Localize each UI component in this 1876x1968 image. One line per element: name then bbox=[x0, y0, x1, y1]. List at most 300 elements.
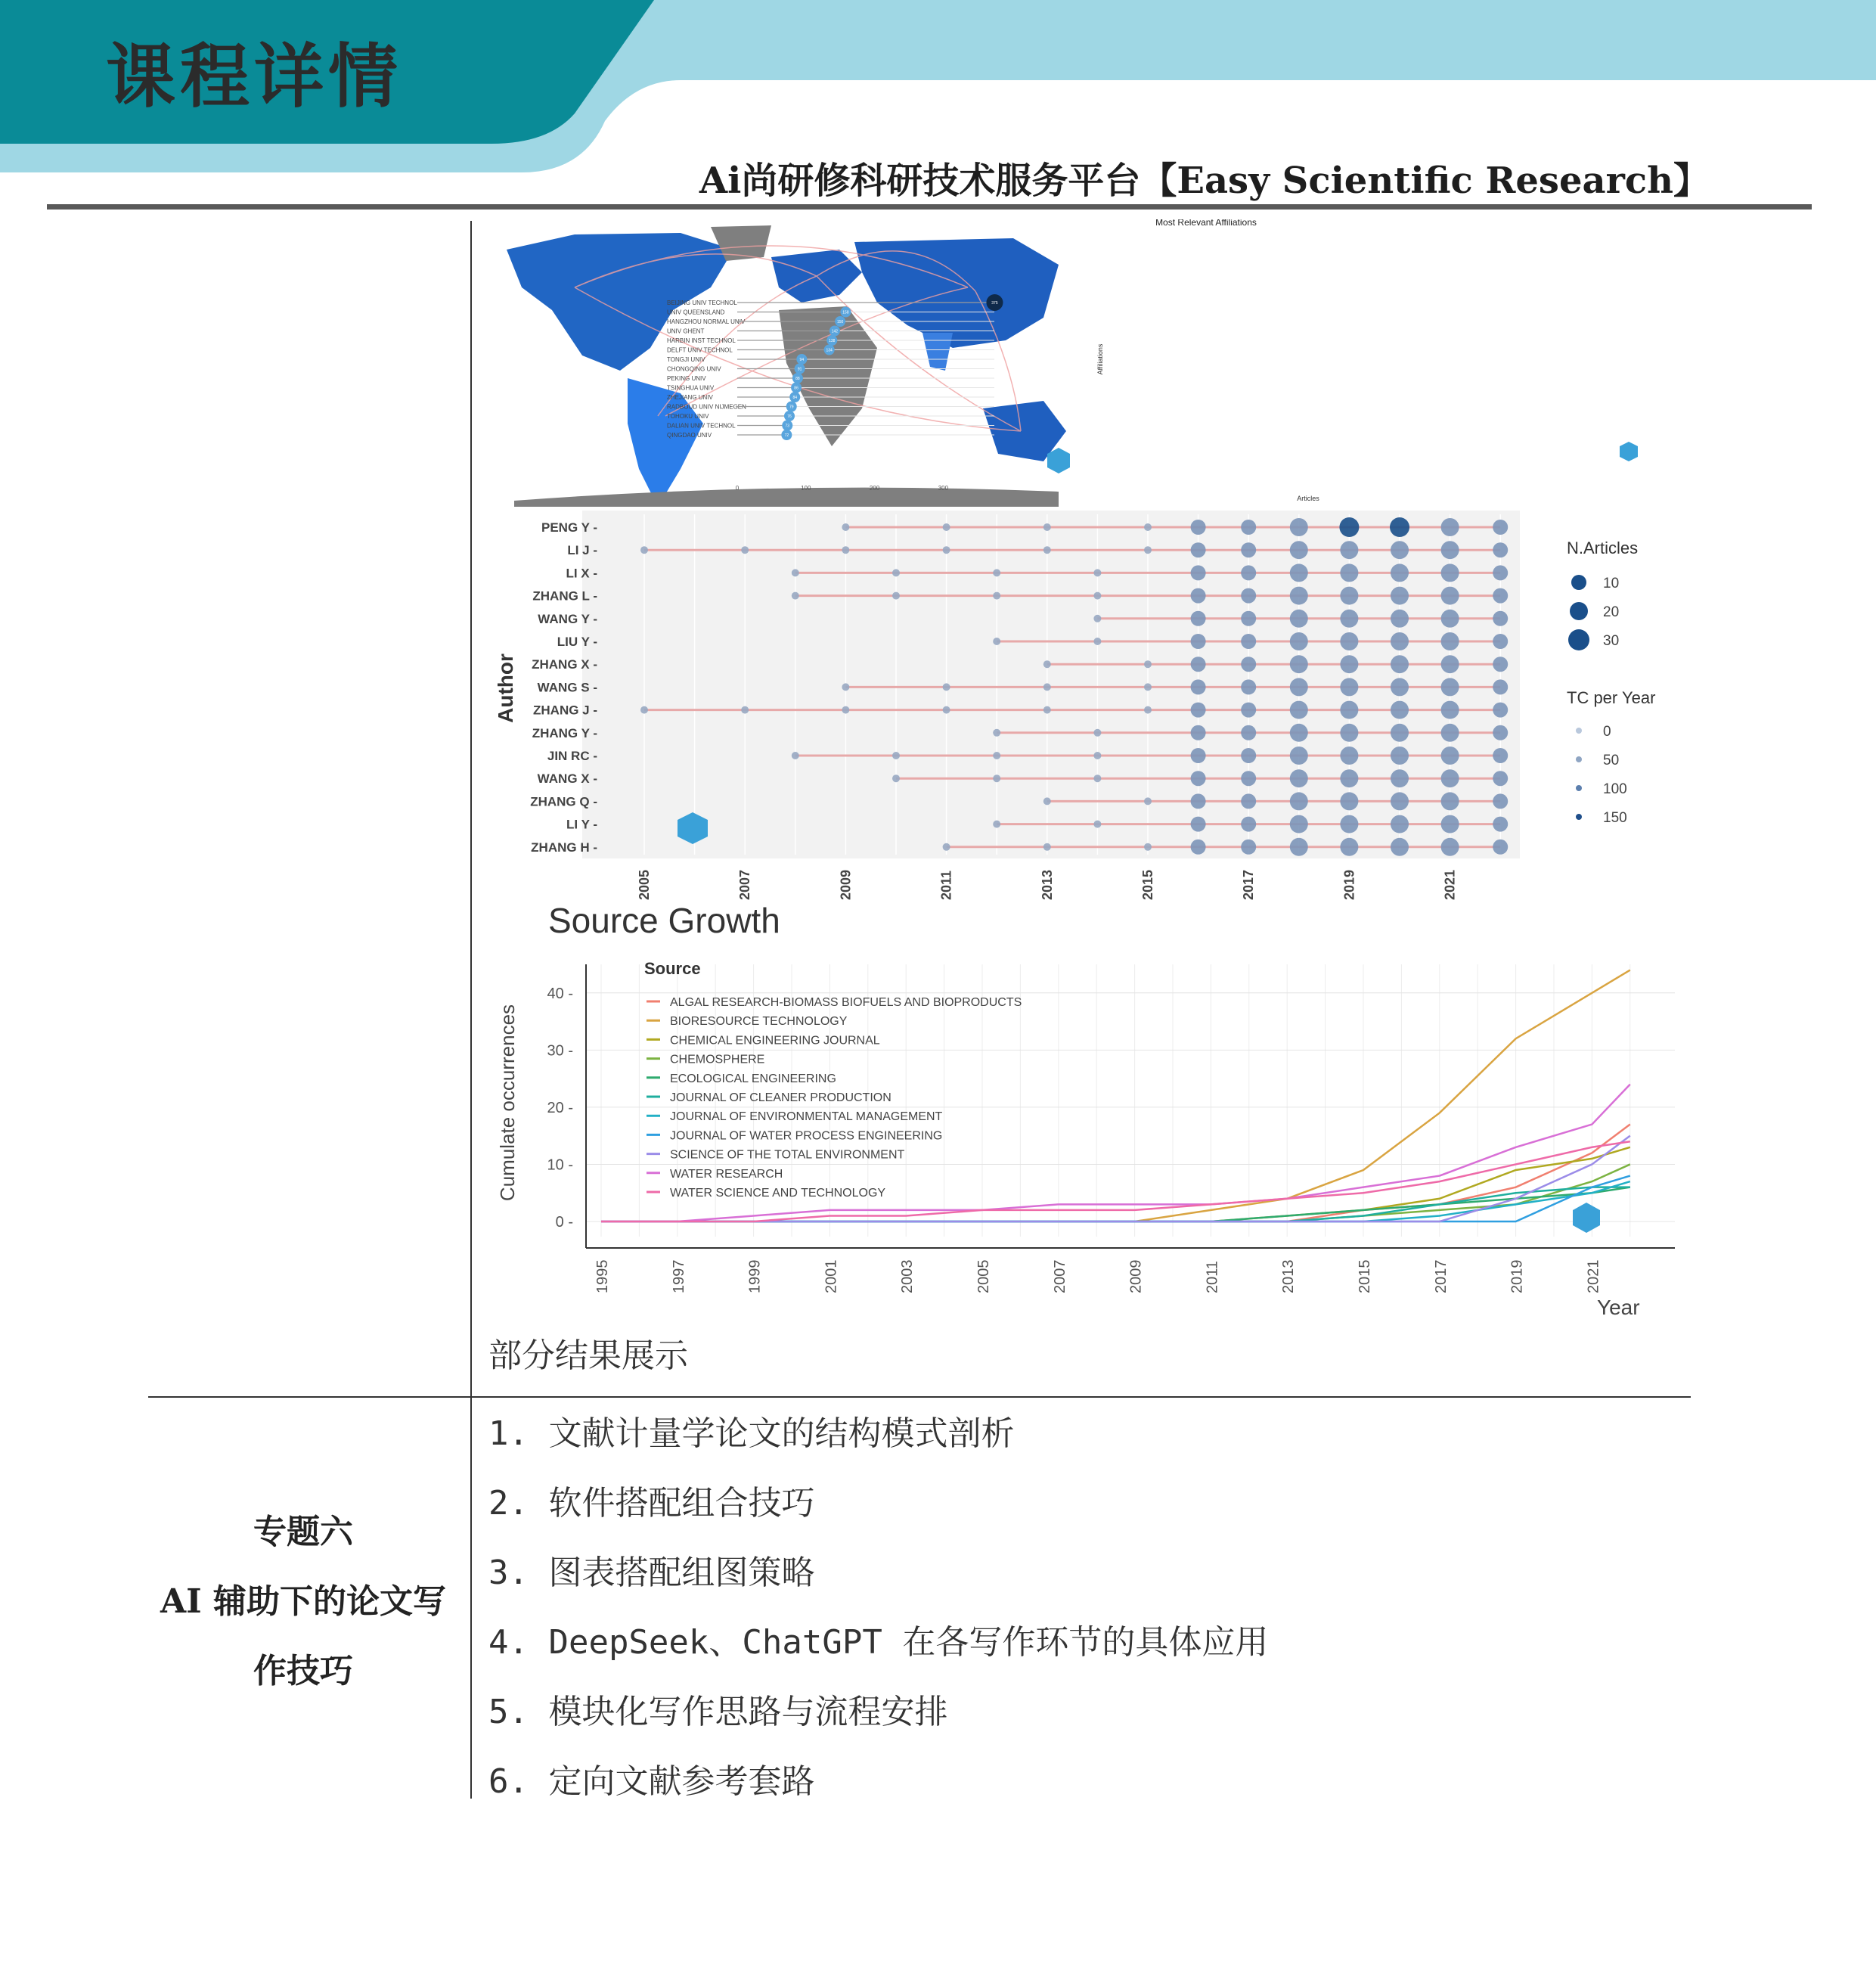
author-point bbox=[792, 569, 799, 576]
author-point bbox=[792, 592, 799, 600]
legend-articles-key bbox=[1571, 575, 1586, 590]
table-row-divider bbox=[148, 1396, 1691, 1398]
aff-title: Most Relevant Affiliations bbox=[1155, 219, 1257, 228]
aff-label: PEKING UNIV bbox=[667, 375, 706, 382]
legend-tc-title: TC per Year bbox=[1567, 688, 1656, 707]
author-point bbox=[1493, 748, 1508, 763]
auth-xtick: 2007 bbox=[737, 869, 753, 900]
sg-legend-label: SCIENCE OF THE TOTAL ENVIRONMENT bbox=[670, 1148, 905, 1162]
author-point bbox=[1290, 678, 1308, 696]
aff-value: 134 bbox=[826, 348, 833, 353]
sg-xtick: 2021 bbox=[1585, 1259, 1602, 1293]
sg-tick-group bbox=[1204, 1261, 1220, 1293]
author-point bbox=[1290, 815, 1308, 833]
auth-tick-group bbox=[1040, 870, 1055, 900]
author-label: WANG Y - bbox=[538, 611, 597, 626]
authors-production-chart bbox=[494, 511, 1655, 900]
author-point bbox=[993, 729, 1000, 737]
page-title: 课程详情 bbox=[106, 36, 403, 117]
sg-ytick: 30 - bbox=[547, 1042, 573, 1060]
results-figure bbox=[484, 219, 1694, 1324]
topic-line: 作技巧 bbox=[253, 1652, 353, 1690]
author-point bbox=[1441, 678, 1459, 696]
aff-value: 138 bbox=[829, 339, 836, 343]
author-point bbox=[892, 569, 900, 576]
author-point bbox=[1241, 679, 1256, 694]
author-point bbox=[1241, 725, 1256, 740]
author-point bbox=[993, 592, 1000, 600]
author-label: WANG X - bbox=[537, 771, 597, 787]
author-point bbox=[1241, 748, 1256, 763]
legend-articles-title: N.Articles bbox=[1567, 539, 1639, 557]
author-point bbox=[993, 569, 1000, 576]
author-point bbox=[1340, 815, 1358, 833]
aff-label: ZHEJIANG UNIV bbox=[667, 394, 713, 401]
sg-tick-group bbox=[594, 1260, 611, 1294]
topic-line: AI 辅助下的论文写 bbox=[160, 1582, 447, 1621]
aff-value: 72 bbox=[784, 433, 789, 438]
author-point bbox=[1043, 683, 1051, 691]
author-point bbox=[1493, 588, 1508, 604]
author-point bbox=[1241, 703, 1256, 718]
author-point bbox=[1340, 587, 1358, 605]
author-point bbox=[1441, 815, 1459, 833]
author-point bbox=[1144, 706, 1152, 714]
author-point bbox=[1290, 747, 1308, 765]
author-point bbox=[1290, 587, 1308, 605]
aff-value: 94 bbox=[799, 358, 805, 362]
sg-legend-label: CHEMOSPHERE bbox=[670, 1053, 765, 1066]
author-point bbox=[1493, 520, 1508, 535]
author-point bbox=[1093, 592, 1101, 600]
legend-tc-key bbox=[1576, 756, 1582, 762]
author-point bbox=[1391, 655, 1409, 673]
author-point bbox=[1144, 546, 1152, 554]
author-point bbox=[892, 752, 900, 759]
author-point bbox=[842, 706, 849, 714]
author-point bbox=[842, 523, 849, 531]
platform-name: Ai尚研修科研技术服务平台【Easy Scientific Research】 bbox=[699, 160, 1710, 202]
author-point bbox=[1441, 838, 1459, 856]
author-point bbox=[943, 843, 950, 851]
author-point bbox=[1493, 611, 1508, 626]
author-point bbox=[993, 638, 1000, 645]
author-point bbox=[1441, 747, 1459, 765]
auth-tick-group bbox=[737, 870, 752, 900]
aff-tick: 100 bbox=[801, 485, 811, 492]
author-point bbox=[1340, 655, 1358, 673]
author-point bbox=[1340, 632, 1358, 650]
auth-tick-group bbox=[1443, 870, 1458, 900]
author-point bbox=[892, 774, 900, 782]
author-point bbox=[1241, 817, 1256, 832]
author-point bbox=[1144, 797, 1152, 805]
author-point bbox=[1493, 840, 1508, 855]
header-rule bbox=[47, 204, 1812, 210]
aff-label: TOHOKU UNIV bbox=[667, 413, 709, 420]
auth-xtick: 2005 bbox=[637, 869, 652, 900]
author-point bbox=[1191, 725, 1206, 740]
logo-watermark-icon bbox=[1573, 1203, 1600, 1233]
author-label: LI X - bbox=[566, 566, 597, 581]
aff-label: TSINGHUA UNIV bbox=[667, 384, 715, 392]
source-growth-title: Source Growth bbox=[548, 901, 780, 940]
author-point bbox=[1340, 792, 1358, 810]
author-point bbox=[1241, 588, 1256, 604]
author-point bbox=[1241, 793, 1256, 809]
author-point bbox=[640, 546, 648, 554]
author-point bbox=[1441, 587, 1459, 605]
source-growth-chart bbox=[496, 901, 1675, 1319]
author-point bbox=[1391, 541, 1409, 559]
author-point bbox=[1493, 679, 1508, 694]
sg-legend-label: WATER RESEARCH bbox=[670, 1167, 783, 1181]
figure-caption: 部分结果展示 bbox=[488, 1336, 688, 1375]
author-point bbox=[1191, 817, 1206, 832]
author-point bbox=[1241, 771, 1256, 786]
author-point bbox=[1340, 838, 1358, 856]
legend-articles-key bbox=[1568, 629, 1589, 650]
aff-label: QINGDAO UNIV bbox=[667, 432, 712, 439]
sg-xtick: 2015 bbox=[1357, 1259, 1373, 1293]
author-point bbox=[1340, 769, 1358, 787]
auth-xtick: 2011 bbox=[938, 870, 954, 900]
sg-tick-group bbox=[1509, 1260, 1526, 1294]
author-point bbox=[1340, 610, 1358, 628]
author-point bbox=[1290, 632, 1308, 650]
author-point bbox=[1043, 523, 1051, 531]
author-point bbox=[640, 706, 648, 714]
author-point bbox=[1339, 517, 1359, 537]
author-point bbox=[1390, 517, 1409, 537]
author-label: JIN RC - bbox=[547, 749, 597, 763]
author-point bbox=[1290, 610, 1308, 628]
author-label: ZHANG Q - bbox=[530, 794, 597, 809]
author-point bbox=[1043, 706, 1051, 714]
source-legend-title: Source bbox=[644, 959, 701, 978]
list-item: 4. DeepSeek、ChatGPT 在各写作环节的具体应用 bbox=[488, 1623, 1269, 1662]
aff-value: 84 bbox=[792, 396, 798, 400]
aff-tick: 300 bbox=[938, 485, 949, 492]
author-label: ZHANG Y - bbox=[532, 725, 597, 740]
author-point bbox=[1391, 701, 1409, 719]
author-point bbox=[1290, 518, 1308, 536]
sg-xtick: 2007 bbox=[1051, 1259, 1068, 1293]
author-point bbox=[1493, 771, 1508, 786]
aff-value: 150 bbox=[837, 320, 844, 324]
source-growth-ylabel: Cumulate occurrences bbox=[496, 1004, 519, 1202]
aff-value: 375 bbox=[991, 301, 998, 306]
legend-tc-label: 100 bbox=[1603, 781, 1627, 797]
sg-tick-group bbox=[1052, 1260, 1068, 1294]
auth-tick-group bbox=[838, 870, 853, 900]
author-point bbox=[1493, 634, 1508, 649]
author-point bbox=[741, 546, 749, 554]
collaboration-world-map bbox=[499, 219, 1089, 507]
list-item: 2. 软件搭配组合技巧 bbox=[488, 1484, 815, 1523]
auth-xtick: 2019 bbox=[1341, 869, 1357, 900]
author-point bbox=[1290, 724, 1308, 742]
author-point bbox=[1441, 769, 1459, 787]
author-point bbox=[1493, 817, 1508, 832]
legend-articles-label: 20 bbox=[1603, 604, 1620, 620]
sg-tick-group bbox=[1128, 1260, 1145, 1294]
legend-tc-key bbox=[1576, 814, 1582, 820]
sg-xtick: 2001 bbox=[823, 1259, 840, 1293]
author-point bbox=[1191, 542, 1206, 557]
author-point bbox=[1191, 703, 1206, 718]
sg-legend-label: ECOLOGICAL ENGINEERING bbox=[670, 1072, 836, 1085]
author-point bbox=[1290, 563, 1308, 582]
author-point bbox=[1340, 747, 1358, 765]
aff-value: 86 bbox=[794, 386, 798, 391]
author-point bbox=[1340, 701, 1358, 719]
authors-ylabel: Author bbox=[494, 653, 517, 723]
author-point bbox=[1043, 660, 1051, 668]
author-point bbox=[842, 683, 849, 691]
author-point bbox=[1191, 634, 1206, 649]
author-point bbox=[1391, 632, 1409, 650]
author-point bbox=[1144, 843, 1152, 851]
author-point bbox=[1241, 840, 1256, 855]
author-point bbox=[1290, 838, 1308, 856]
author-point bbox=[1493, 542, 1508, 557]
auth-tick-group bbox=[1341, 870, 1357, 900]
source-growth-xlabel: Year bbox=[1597, 1296, 1640, 1319]
table-column-divider bbox=[470, 221, 472, 1799]
author-point bbox=[1191, 793, 1206, 809]
aff-label: DALIAN UNIV TECHNOL bbox=[667, 422, 736, 430]
author-point bbox=[1290, 769, 1308, 787]
aff-label: UNIV QUEENSLAND bbox=[667, 309, 725, 316]
author-point bbox=[1441, 632, 1459, 650]
author-point bbox=[1340, 678, 1358, 696]
sg-tick-group bbox=[823, 1260, 839, 1294]
aff-label: BEIJING UNIV TECHNOL bbox=[667, 300, 737, 306]
sg-xtick: 2019 bbox=[1509, 1259, 1526, 1293]
author-point bbox=[1241, 542, 1256, 557]
author-point bbox=[1290, 701, 1308, 719]
sg-tick-group bbox=[1280, 1260, 1297, 1294]
sg-ytick: 40 - bbox=[547, 985, 573, 1002]
author-point bbox=[993, 821, 1000, 828]
sg-tick-group bbox=[747, 1260, 764, 1294]
sg-xtick: 2009 bbox=[1127, 1259, 1145, 1293]
author-label: LIU Y - bbox=[557, 635, 597, 649]
aff-label: TONGJI UNIV bbox=[667, 356, 705, 363]
auth-xtick: 2015 bbox=[1140, 869, 1155, 900]
aff-ylabel: Affiliations bbox=[1096, 343, 1104, 375]
author-point bbox=[1391, 747, 1409, 765]
author-point bbox=[1441, 724, 1459, 742]
author-point bbox=[842, 546, 849, 554]
author-point bbox=[892, 592, 900, 600]
aff-xlabel: Articles bbox=[1297, 495, 1319, 502]
author-point bbox=[1391, 563, 1409, 582]
auth-xtick: 2013 bbox=[1039, 869, 1055, 900]
list-item: 1. 文献计量学论文的结构模式剖析 bbox=[488, 1414, 1015, 1453]
author-label: ZHANG J - bbox=[533, 703, 597, 718]
legend-articles-key bbox=[1570, 602, 1588, 620]
author-point bbox=[1093, 569, 1101, 576]
aff-label: CHONGQING UNIV bbox=[667, 365, 721, 373]
sg-legend-label: JOURNAL OF ENVIRONMENTAL MANAGEMENT bbox=[670, 1110, 943, 1124]
legend-tc-label: 150 bbox=[1603, 810, 1627, 826]
sg-legend-label: JOURNAL OF WATER PROCESS ENGINEERING bbox=[670, 1129, 943, 1143]
author-point bbox=[792, 752, 799, 759]
author-point bbox=[1241, 634, 1256, 649]
author-point bbox=[1043, 843, 1051, 851]
aff-value: 142 bbox=[831, 329, 839, 334]
list-item: 6. 定向文献参考套路 bbox=[488, 1762, 815, 1801]
author-point bbox=[1493, 725, 1508, 740]
author-point bbox=[1093, 821, 1101, 828]
author-point bbox=[1093, 638, 1101, 645]
author-point bbox=[1191, 679, 1206, 694]
sg-xtick: 2011 bbox=[1204, 1260, 1221, 1293]
sg-tick-group bbox=[1585, 1260, 1602, 1294]
aff-label: HANGZHOU NORMAL UNIV bbox=[667, 318, 746, 325]
aff-value: 158 bbox=[842, 310, 849, 315]
auth-tick-group bbox=[1241, 870, 1256, 900]
author-point bbox=[943, 706, 950, 714]
author-point bbox=[1340, 563, 1358, 582]
author-point bbox=[1241, 520, 1256, 535]
author-point bbox=[1493, 565, 1508, 580]
author-point bbox=[1391, 587, 1409, 605]
list-item: 3. 图表搭配组图策略 bbox=[488, 1554, 815, 1592]
author-point bbox=[1391, 792, 1409, 810]
author-point bbox=[1043, 797, 1051, 805]
author-point bbox=[1290, 792, 1308, 810]
author-point bbox=[943, 683, 950, 691]
topic-line: 专题六 bbox=[253, 1513, 353, 1551]
author-point bbox=[1391, 815, 1409, 833]
author-point bbox=[1493, 703, 1508, 718]
sg-legend-label: JOURNAL OF CLEANER PRODUCTION bbox=[670, 1091, 891, 1104]
sg-xtick: 1995 bbox=[594, 1259, 611, 1293]
aff-tick: 0 bbox=[735, 485, 740, 492]
author-point bbox=[741, 706, 749, 714]
sg-tick-group bbox=[671, 1260, 687, 1294]
author-point bbox=[1441, 655, 1459, 673]
author-point bbox=[1391, 610, 1409, 628]
author-point bbox=[1191, 748, 1206, 763]
author-point bbox=[1391, 678, 1409, 696]
author-point bbox=[1441, 792, 1459, 810]
author-point bbox=[1191, 588, 1206, 604]
author-point bbox=[1144, 523, 1152, 531]
author-label: LI J - bbox=[567, 543, 597, 558]
sg-xtick: 1997 bbox=[670, 1259, 687, 1293]
sg-legend-label: ALGAL RESEARCH-BIOMASS BIOFUELS AND BIOPRODUCTS bbox=[670, 996, 1022, 1009]
author-label: PENG Y - bbox=[541, 520, 597, 535]
author-label: ZHANG L - bbox=[532, 588, 597, 604]
author-point bbox=[993, 774, 1000, 782]
auth-xtick: 2017 bbox=[1241, 869, 1257, 900]
author-point bbox=[1093, 615, 1101, 622]
author-point bbox=[1241, 657, 1256, 672]
legend-articles-label: 30 bbox=[1603, 633, 1620, 649]
sg-legend-label: WATER SCIENCE AND TECHNOLOGY bbox=[670, 1187, 886, 1200]
list-item: 5. 模块化写作思路与流程安排 bbox=[488, 1693, 948, 1731]
author-point bbox=[1391, 769, 1409, 787]
author-point bbox=[1290, 655, 1308, 673]
author-point bbox=[1191, 657, 1206, 672]
auth-tick-group bbox=[939, 871, 954, 900]
author-point bbox=[1441, 563, 1459, 582]
author-point bbox=[1441, 541, 1459, 559]
topic-item-list bbox=[488, 1399, 1268, 1817]
author-point bbox=[1241, 565, 1256, 580]
author-point bbox=[1241, 611, 1256, 626]
auth-tick-group bbox=[1140, 870, 1155, 900]
author-point bbox=[943, 546, 950, 554]
author-point bbox=[993, 752, 1000, 759]
aff-value: 91 bbox=[797, 367, 802, 372]
sg-tick-group bbox=[1433, 1260, 1450, 1294]
author-point bbox=[1043, 546, 1051, 554]
sg-tick-group bbox=[899, 1260, 916, 1294]
sg-legend-label: CHEMICAL ENGINEERING JOURNAL bbox=[670, 1034, 880, 1048]
author-point bbox=[1093, 729, 1101, 737]
aff-tick: 200 bbox=[869, 485, 880, 492]
author-point bbox=[1493, 793, 1508, 809]
author-point bbox=[1340, 541, 1358, 559]
author-point bbox=[1093, 774, 1101, 782]
aff-label: HARBIN INST TECHNOL bbox=[667, 337, 736, 344]
sg-xtick: 1999 bbox=[746, 1259, 764, 1293]
sg-xtick: 2017 bbox=[1432, 1259, 1450, 1293]
author-point bbox=[1340, 724, 1358, 742]
topic-title bbox=[148, 1498, 458, 1706]
author-point bbox=[1191, 565, 1206, 580]
author-point bbox=[1441, 610, 1459, 628]
author-point bbox=[1290, 541, 1308, 559]
sg-ytick: 0 - bbox=[555, 1214, 573, 1231]
logo-watermark-icon bbox=[1620, 442, 1638, 461]
aff-value: 88 bbox=[795, 377, 800, 381]
legend-tc-key bbox=[1576, 785, 1582, 791]
author-point bbox=[1191, 771, 1206, 786]
sg-ytick: 20 - bbox=[547, 1099, 573, 1116]
author-point bbox=[1391, 724, 1409, 742]
author-label: ZHANG H - bbox=[531, 840, 597, 855]
author-point bbox=[1441, 518, 1459, 536]
sg-tick-group bbox=[975, 1260, 992, 1294]
legend-tc-key bbox=[1576, 728, 1582, 734]
author-point bbox=[943, 523, 950, 531]
aff-value: 73 bbox=[785, 424, 790, 429]
aff-label: DELFT UNIV TECHNOL bbox=[667, 346, 733, 354]
sg-xtick: 2013 bbox=[1280, 1259, 1298, 1293]
aff-label: UNIV GHENT bbox=[667, 327, 705, 335]
author-point bbox=[1144, 660, 1152, 668]
sg-tick-group bbox=[1357, 1260, 1373, 1294]
aff-label: RADBOUD UNIV NIJMEGEN bbox=[667, 403, 746, 411]
sg-ytick: 10 - bbox=[547, 1156, 573, 1174]
legend-tc-label: 50 bbox=[1603, 753, 1620, 768]
author-label: LI Y - bbox=[566, 817, 597, 832]
aff-value: 79 bbox=[789, 405, 794, 410]
auth-tick-group bbox=[637, 870, 652, 900]
author-point bbox=[1493, 657, 1508, 672]
auth-xtick: 2021 bbox=[1442, 869, 1458, 900]
author-point bbox=[1191, 840, 1206, 855]
author-point bbox=[1441, 701, 1459, 719]
sg-xtick: 2003 bbox=[899, 1259, 916, 1293]
author-point bbox=[1144, 683, 1152, 691]
